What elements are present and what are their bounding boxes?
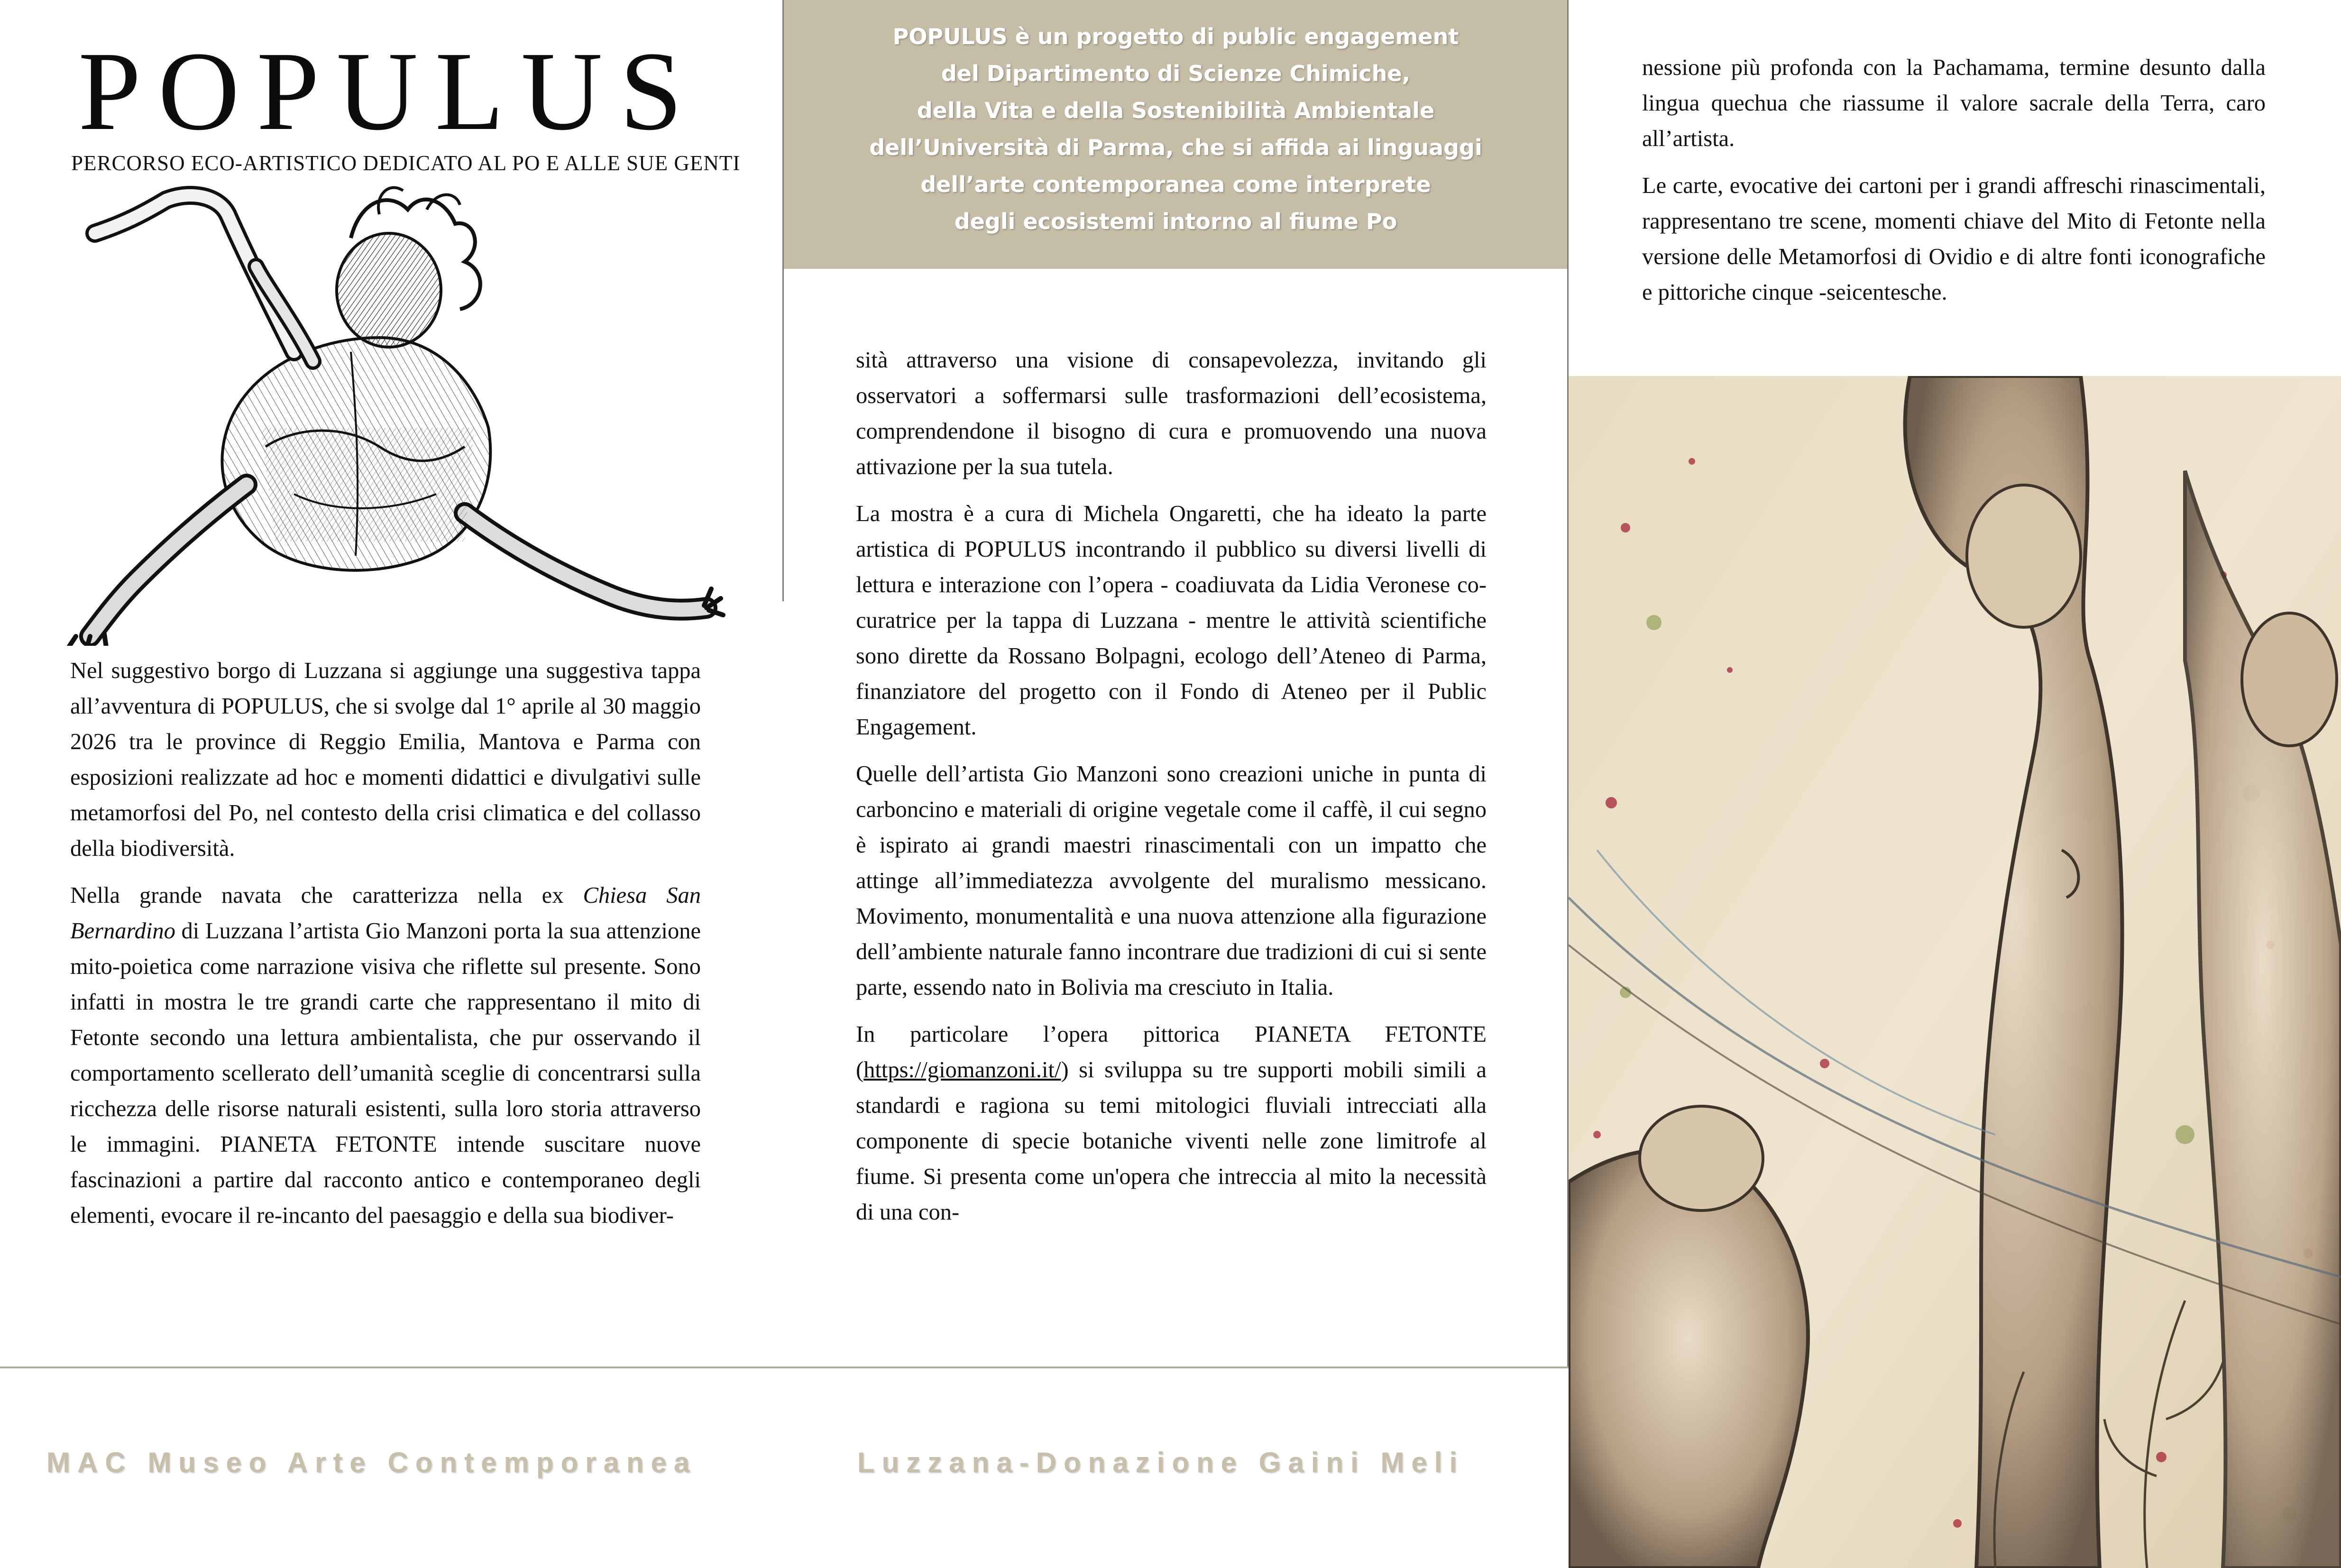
engagement-line-5: dell’arte contemporanea come interprete <box>920 172 1431 197</box>
middle-paragraph-4 <box>856 1017 1487 1230</box>
left-paragraph-2-start: Nella grande navata che caratterizza nella ex <box>70 883 583 908</box>
middle-paragraph-3: Quelle dell’artista Gio Manzoni sono creazioni uniche in punta di carboncino e materiali di origine vegetale come il caffè, il cui segno è ispirato ai grandi maestri rinascimentali con un impatto che attinge all’immediatezza avvolgente del muralismo messicano. Movimento, monumentalità e una nuova attenzione alla figurazione dell’ambiente naturale fanno incontrare due tradizioni di cui si sente parte, essendo nato in Bolivia ma cresciuto in Italia. <box>856 761 1487 1000</box>
middle-paragraph-1: sità attraverso una visione di consapevolezza, invitando gli osservatori a soffermarsi sulle trasformazioni dell’ecosistema, comprendendone il bisogno di cura e promuovendo una nuova attivazione per la sua tutela. <box>856 348 1487 479</box>
panel-divider-right <box>1567 0 1569 1366</box>
engagement-line-3: della Vita e della Sostenibilità Ambientale <box>917 98 1435 123</box>
left-column-text <box>70 653 701 1345</box>
left-paragraph-2 <box>70 878 701 1233</box>
middle-paragraph-2: La mostra è a cura di Michela Ongaretti, che ha ideato la parte artistica di POPULUS incontrando il pubblico su diversi livelli di lettura e interazione con l’opera - coadiuvata da Lidia Veronese co-curatrice per la tappa di Luzzana - mentre le attività scientifiche sono dirette da Rossano Bolpagni, ecologo dell’Ateneo di Parma, finanziatore del progetto con il Fondo di Ateneo per il Public Engagement. <box>856 501 1487 740</box>
footer-museum-name: MAC Museo Arte Contemporanea <box>46 1447 697 1478</box>
left-paragraph-1: Nel suggestivo borgo di Luzzana si aggiunge una suggestiva tappa all’avventura di POPULUS, che si svolge dal 1° aprile al 30 maggio 2026 tra le province di Reggio Emilia, Mantova e Parma con esposizioni realizzate ad hoc e momenti didattici e divulgativi sulle metamorfosi del Po, nel contesto della crisi climatica e del collasso della biodiversità. <box>70 658 701 861</box>
footer-rule <box>0 1366 1569 1368</box>
right-paragraph-1: nessione più profonda con la Pachamama, termine desunto dalla lingua quechua che riassume il valore sacrale della Terra, caro all’artista. <box>1642 55 2266 151</box>
church-name: Chiesa San Bernardino <box>70 883 701 944</box>
left-paragraph-2-rest: di Luzzana l’artista Gio Manzoni porta la sua attenzione mito-poietica come narrazione visiva che riflette sul presente. Sono infatti in mostra le tre grandi carte che rappresentano il mito di Fetonte secondo una lettura ambientalista, che pur osservando il comportamento scellerato dell’umanità sceglie di concentrarsi sulla ricchezza delle risorse naturali esistenti, sulla loro storia attraverso le immagini. PIANETA FETONTE intende suscitare nuove fascinazioni a partire dal racconto antico e contemporaneo degli elementi, evocare il re-incanto del paesaggio e della sua biodiver- <box>70 918 701 1228</box>
middle-paragraph-4-rest: ) si sviluppa su tre supporti mobili simili a standardi e ragiona su temi mitologici fluviali intrecciati alla componente di specie botaniche viventi nelle zone limitrofe al fiume. Si presenta come un'opera che intreccia al mito la necessità di una con- <box>856 1057 1487 1225</box>
brand-title: POPULUS <box>78 29 700 154</box>
engagement-text <box>784 18 1568 260</box>
engagement-line-6: degli ecosistemi intorno al fiume Po <box>954 209 1397 234</box>
engagement-line-1: POPULUS è un progetto di public engagement <box>892 24 1459 49</box>
hero-figure-illustration <box>47 181 735 646</box>
artist-website-link[interactable]: https://giomanzoni.it/ <box>863 1057 1061 1082</box>
right-column-text <box>1642 50 2266 353</box>
panel-divider-left <box>782 0 784 601</box>
middle-column-text <box>856 342 1487 1338</box>
footer-donation-name: Luzzana-Donazione Gaini Meli <box>857 1447 1465 1478</box>
engagement-line-2: del Dipartimento di Scienze Chimiche, <box>941 61 1411 86</box>
artwork-drawing <box>1569 376 2341 1568</box>
engagement-line-4: dell’Università di Parma, che si affida ai linguaggi <box>869 135 1482 160</box>
middle-paragraph-4-start: In particolare l’opera pittorica PIANETA FETONTE ( <box>856 1022 1487 1082</box>
right-paragraph-2: Le carte, evocative dei cartoni per i grandi affreschi rinascimentali, rappresentano tre scene, momenti chiave del Mito di Fetonte nella versione delle Metamorfosi di Ovidio e di altre fonti iconografiche e pittoriche cinque -seicentesche. <box>1642 173 2266 305</box>
brand-subtitle: PERCORSO ECO-ARTISTICO DEDICATO AL PO E ALLE SUE GENTI <box>71 151 741 175</box>
